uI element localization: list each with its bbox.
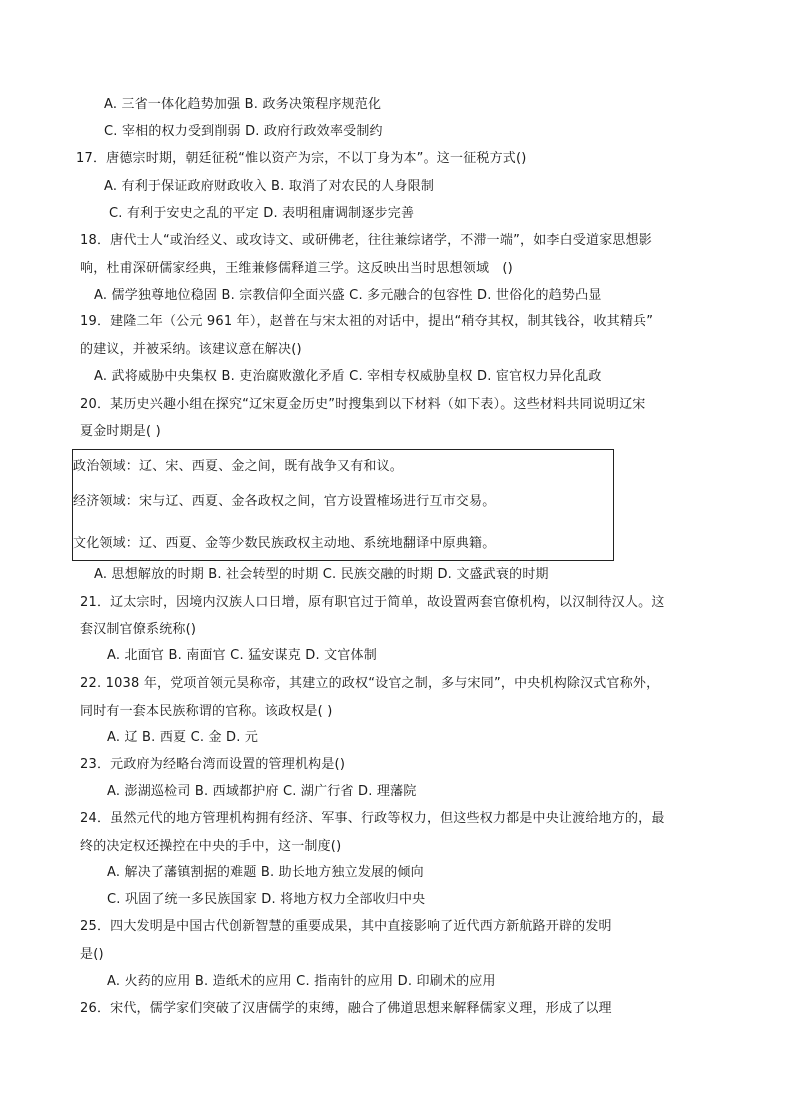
q25-stem-line2: 是() [80, 947, 104, 962]
q16-options-line2: C. 宰相的权力受到削弱 D. 政府行政效率受制约 [104, 124, 383, 139]
q20-table-row-cultural: 文化领域：辽、西夏、金等少数民族政权主动地、系统地翻译中原典籍。 [73, 536, 496, 551]
q21-stem-line2: 套汉制官僚系统称() [80, 622, 197, 637]
q19-stem-line2: 的建议，并被采纳。该建议意在解决() [80, 342, 302, 357]
q22-stem-line1: 22. 1038 年，党项首领元昊称帝，其建立的政权“设官之制，多与宋同”，中央机构除汉式官称外， [80, 676, 660, 691]
q22-options: A. 辽 B. 西夏 C. 金 D. 元 [107, 730, 259, 745]
q23-stem: 23．元政府为经略台湾而设置的管理机构是() [80, 757, 346, 772]
q18-options: A. 儒学独尊地位稳固 B. 宗教信仰全面兴盛 C. 多元融合的包容性 D. 世俗化的趋势凸显 [94, 288, 602, 303]
q17-stem: 17．唐德宗时期，朝廷征税“惟以资产为宗，不以丁身为本”。这一征税方式() [76, 151, 527, 166]
q21-stem-line1: 21．辽太宗时，因境内汉族人口日增，原有职官过于简单，故设置两套官僚机构，以汉制待汉人。这 [80, 595, 665, 610]
q24-options-line2: C. 巩固了统一多民族国家 D. 将地方权力全部收归中央 [107, 892, 426, 907]
q21-options: A. 北面官 B. 南面官 C. 猛安谋克 D. 文官体制 [107, 648, 377, 663]
q25-stem-line1: 25．四大发明是中国古代创新智慧的重要成果，其中直接影响了近代西方新航路开辟的发明 [80, 919, 612, 934]
q20-materials-table [72, 449, 614, 561]
q17-options-line2: C. 有利于安史之乱的平定 D. 表明租庸调制逐步完善 [109, 206, 415, 221]
q18-stem-line2: 响，杜甫深研儒家经典，王维兼修儒释道三学。这反映出当时思想领域 () [80, 261, 513, 276]
q20-options: A. 思想解放的时期 B. 社会转型的时期 C. 民族交融的时期 D. 文盛武衰的时期 [94, 567, 549, 582]
q23-options: A. 澎湖巡检司 B. 西域都护府 C. 湖广行省 D. 理藩院 [107, 784, 417, 799]
q22-stem-line2: 同时有一套本民族称谓的官称。该政权是( ) [80, 704, 333, 719]
q20-table-row-political: 政治领域：辽、宋、西夏、金之间，既有战争又有和议。 [73, 459, 404, 474]
q24-stem-line1: 24．虽然元代的地方管理机构拥有经济、军事、行政等权力，但这些权力都是中央让渡给地方的，最 [80, 811, 665, 826]
q24-options-line1: A. 解决了藩镇割据的难题 B. 助长地方独立发展的倾向 [107, 865, 424, 880]
q19-stem-line1: 19．建隆二年（公元 961 年），赵普在与宋太祖的对话中，提出“稍夺其权，制其钱谷，收其精兵” [80, 314, 654, 329]
q25-options: A. 火药的应用 B. 造纸术的应用 C. 指南针的应用 D. 印刷术的应用 [107, 974, 496, 989]
q24-stem-line2: 终的决定权还操控在中央的手中，这一制度() [80, 839, 342, 854]
q20-stem-line2: 夏金时期是( ) [80, 424, 161, 439]
q17-options-line1: A. 有利于保证政府财政收入 B. 取消了对农民的人身限制 [104, 179, 435, 194]
q16-options-line1: A. 三省一体化趋势加强 B. 政务决策程序规范化 [104, 97, 382, 112]
q20-stem-line1: 20．某历史兴趣小组在探究“辽宋夏金历史”时搜集到以下材料（如下表）。这些材料共同说明辽宋 [80, 397, 646, 412]
q20-table-row-economic: 经济领域：宋与辽、西夏、金各政权之间，官方设置榷场进行互市交易。 [73, 494, 496, 509]
q26-stem-line1: 26．宋代，儒学家们突破了汉唐儒学的束缚，融合了佛道思想来解释儒家义理，形成了以理 [80, 1001, 612, 1016]
q18-stem-line1: 18．唐代士人“或治经义、或攻诗文、或研佛老，往往兼综诸学，不滞一端”，如李白受道家思想影 [80, 233, 653, 248]
q19-options: A. 武将威胁中央集权 B. 吏治腐败激化矛盾 C. 宰相专权威胁皇权 D. 宦官权力异化乱政 [94, 369, 602, 384]
